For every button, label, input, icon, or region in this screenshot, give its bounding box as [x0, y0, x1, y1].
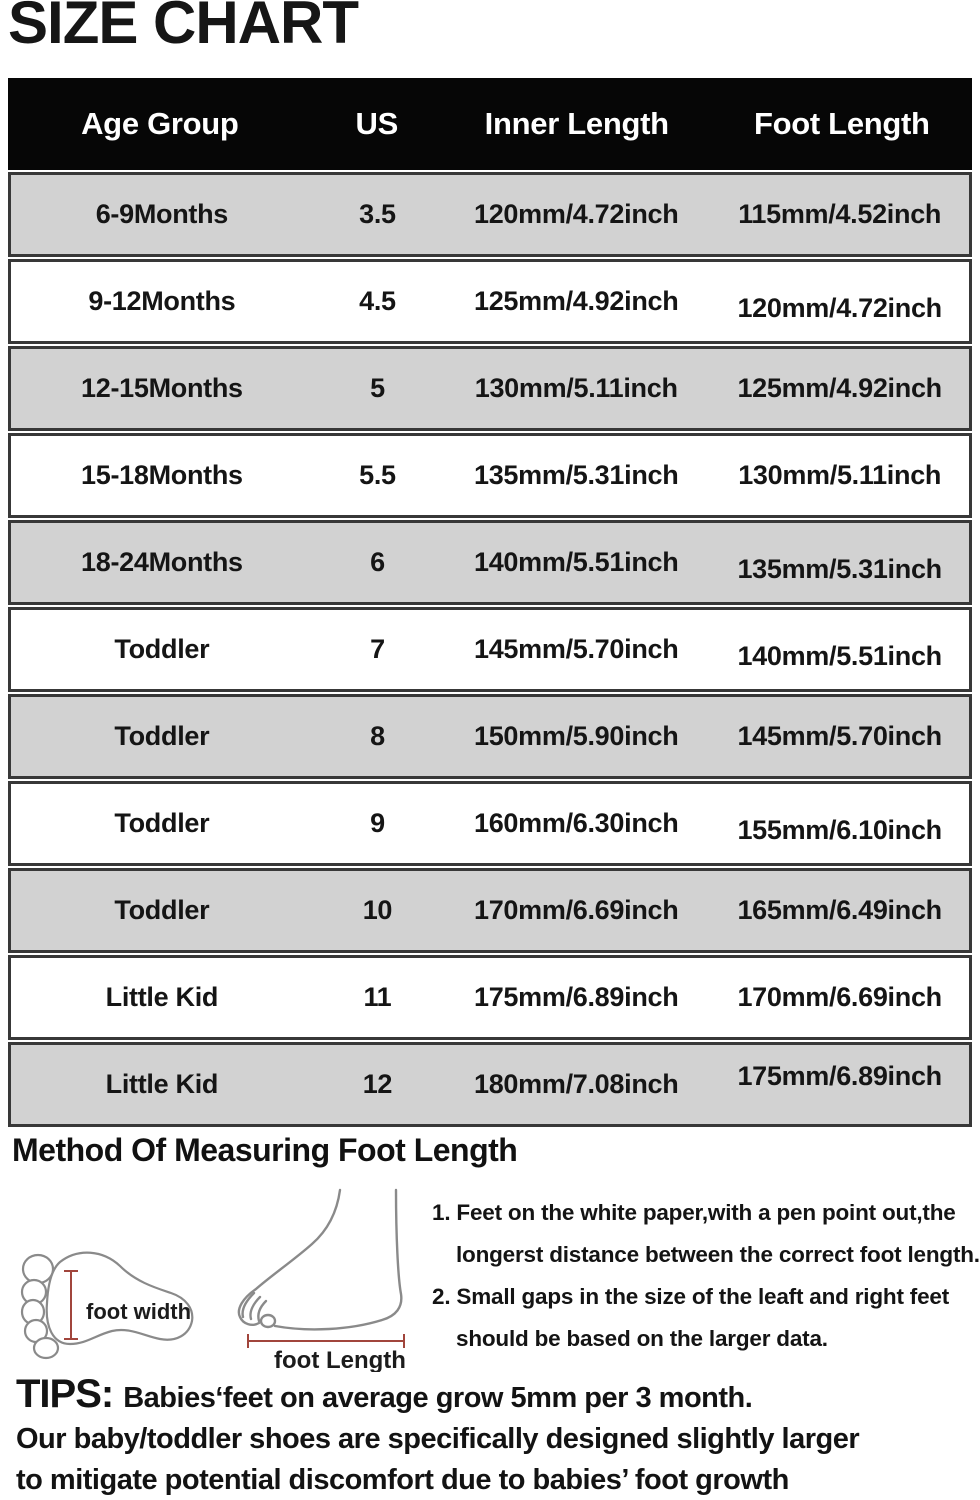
table-cell: 135mm/5.31inch [474, 460, 679, 490]
instruction-line: 2. Small gaps in the size of the leaft and right feet [432, 1284, 949, 1309]
table-row [8, 955, 972, 1040]
tips-section [16, 1374, 972, 1500]
foot-length-label: foot Length [274, 1347, 406, 1372]
table-cell: 4.5 [359, 286, 396, 316]
table-cell: Toddler [114, 895, 210, 925]
table-cell: 180mm/7.08inch [474, 1069, 679, 1099]
table-cell: 10 [362, 895, 393, 925]
instruction-line: longerst distance between the correct foot length. [456, 1242, 980, 1267]
table-cell: 12-15Months [81, 373, 243, 403]
table-cell: 7 [370, 634, 385, 664]
table-cell: 3.5 [359, 199, 396, 229]
table-cell: 130mm/5.11inch [738, 460, 942, 490]
table-row [8, 868, 972, 953]
table-cell: 150mm/5.90inch [474, 721, 679, 751]
column-header-foot-length: Foot Length [753, 106, 930, 141]
foot-length-measure-line [248, 1334, 404, 1348]
foot-measurement-diagram [8, 1186, 428, 1372]
instruction-line: should be based on the larger data. [456, 1326, 828, 1351]
table-cell: Toddler [114, 721, 210, 751]
table-cell: 145mm/5.70inch [474, 634, 679, 664]
table-cell: 120mm/4.72inch [737, 293, 942, 323]
instruction-line: 1. Feet on the white paper,with a pen point out,the [432, 1200, 956, 1225]
table-cell: Little Kid [105, 1069, 219, 1099]
table-body [8, 172, 972, 1127]
table-cell: 125mm/4.92inch [474, 286, 679, 316]
table-cell: 140mm/5.51inch [474, 547, 679, 577]
table-cell: Little Kid [105, 982, 219, 1012]
table-row [8, 607, 972, 692]
table-header-row [8, 78, 972, 170]
tips-text-1: Babies‘feet on average grow 5mm per 3 month. [123, 1382, 753, 1414]
tips-line-2: Our baby/toddler shoes are specifically designed slightly larger [16, 1423, 860, 1455]
page-title: SIZE CHART [8, 0, 358, 56]
table-cell: 145mm/5.70inch [737, 721, 942, 751]
table-row [8, 1042, 972, 1127]
table-cell: 130mm/5.11inch [474, 373, 678, 403]
table-row [8, 433, 972, 518]
foot-width-label: foot width [86, 1299, 192, 1324]
column-header-age-group: Age Group [81, 106, 239, 141]
table-cell: 160mm/6.30inch [474, 808, 679, 838]
tips-line-1 [16, 1374, 972, 1419]
table-cell: 120mm/4.72inch [474, 199, 679, 229]
table-cell: 125mm/4.92inch [737, 373, 942, 403]
table-row [8, 781, 972, 866]
tips-line-3: to mitigate potential discomfort due to babies’ foot growth [16, 1464, 789, 1496]
table-row [8, 259, 972, 344]
table-cell: 5 [370, 373, 385, 403]
table-cell: 11 [363, 982, 392, 1012]
table-cell: 12 [362, 1069, 393, 1099]
foot-side-illustration [239, 1190, 401, 1329]
tips-label: TIPS: [16, 1372, 114, 1416]
table-cell: 5.5 [359, 460, 396, 490]
column-header-us: US [355, 106, 398, 141]
table-cell: 9 [370, 808, 385, 838]
table-row [8, 346, 972, 431]
table-cell: 155mm/6.10inch [737, 815, 942, 845]
table-row [8, 694, 972, 779]
column-header-inner-length: Inner Length [484, 106, 669, 141]
table-cell: 9-12Months [88, 286, 236, 316]
table-row [8, 520, 972, 605]
table-cell: 6-9Months [95, 199, 229, 229]
table-cell: 175mm/6.89inch [474, 982, 679, 1012]
table-cell: 170mm/6.69inch [474, 895, 679, 925]
table-cell: Toddler [114, 634, 210, 664]
method-heading: Method Of Measuring Foot Length [12, 1132, 518, 1168]
table-cell: 140mm/5.51inch [737, 641, 942, 671]
size-table [8, 78, 972, 1127]
table-cell: 8 [370, 721, 385, 751]
table-cell: Toddler [114, 808, 210, 838]
table-cell: 165mm/6.49inch [737, 895, 942, 925]
measuring-instructions [432, 1192, 980, 1360]
table-cell: 18-24Months [81, 547, 243, 577]
table-cell: 175mm/6.89inch [737, 1061, 942, 1091]
table-cell: 15-18Months [81, 460, 243, 490]
table-cell: 135mm/5.31inch [737, 554, 942, 584]
table-cell: 115mm/4.52inch [738, 199, 942, 229]
table-cell: 170mm/6.69inch [737, 982, 942, 1012]
table-row [8, 172, 972, 257]
table-cell: 6 [370, 547, 385, 577]
